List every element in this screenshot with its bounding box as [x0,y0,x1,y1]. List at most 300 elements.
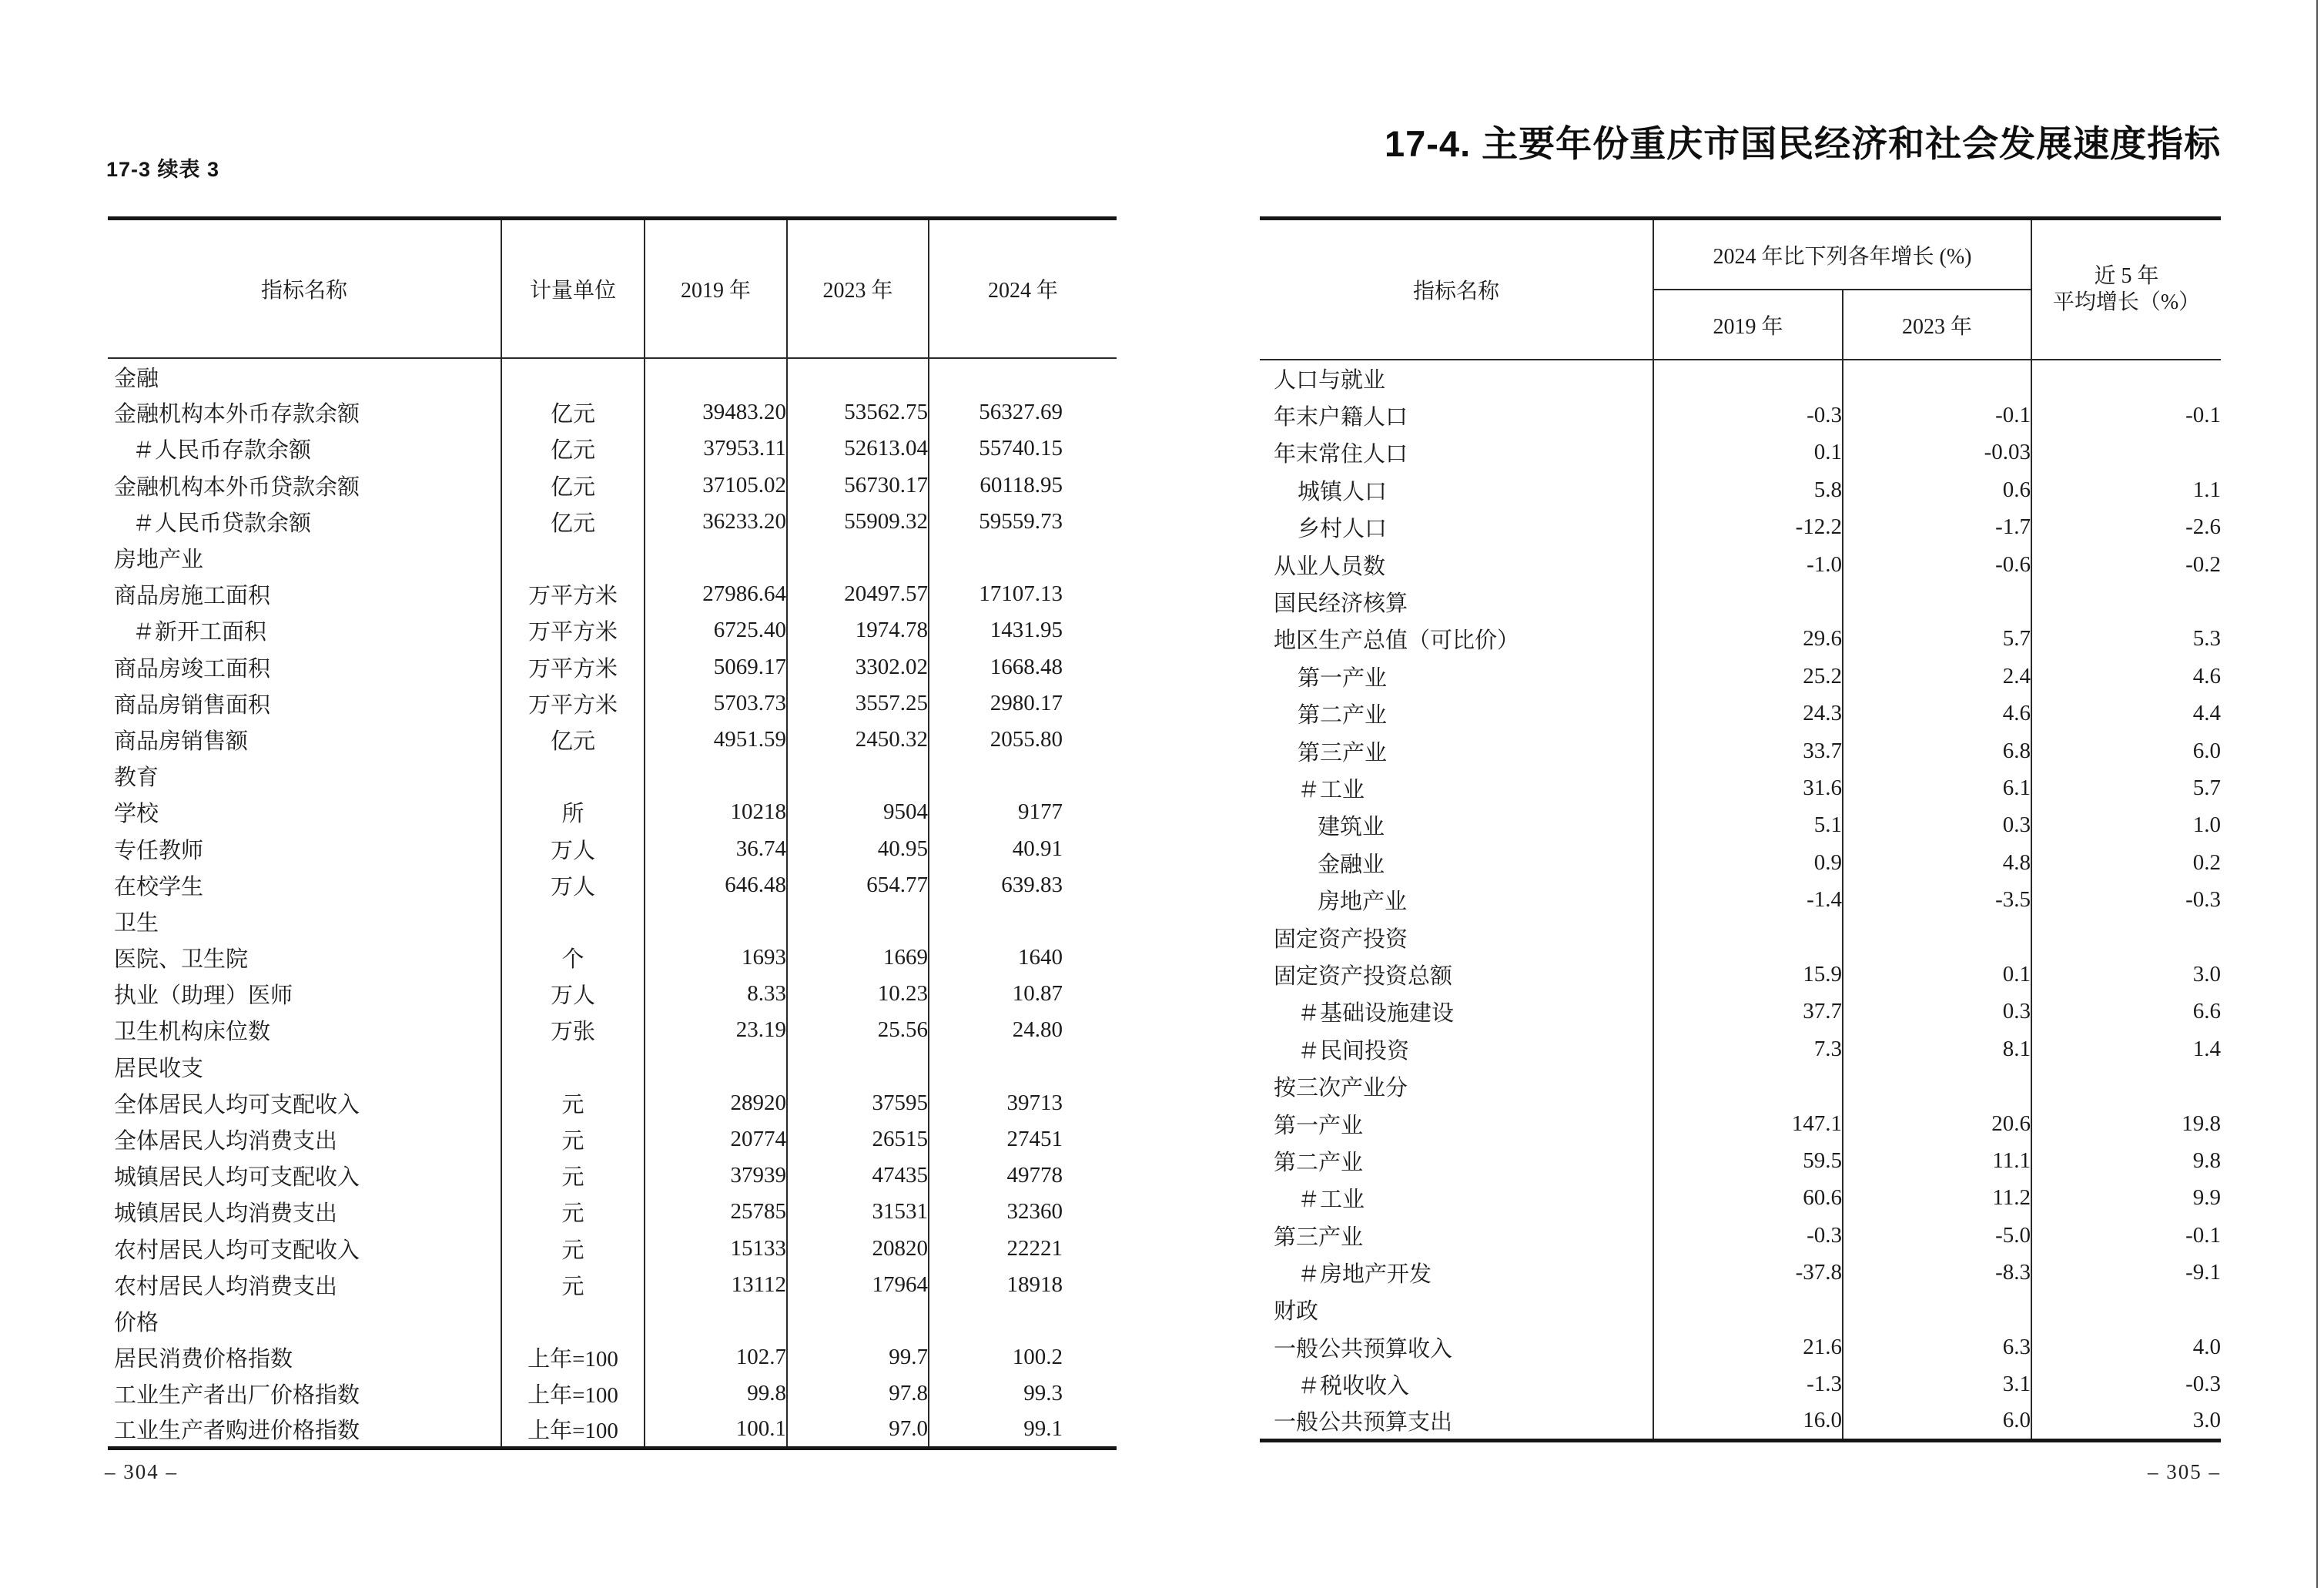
data-row [108,830,1117,866]
section-row [1260,360,2221,397]
growth-vs-2023-cell: 8.1 [1843,1030,2031,1067]
data-row [108,794,1117,830]
growth-vs-2019-cell: 25.2 [1653,658,1843,695]
value-2019-cell: 28920 [645,1085,787,1121]
column-header-unit: 计量单位 [501,219,645,359]
data-row [108,1157,1117,1194]
value-2024-cell: 59559.73 [929,504,1117,540]
value-2019-cell: 100.1 [645,1412,787,1448]
value-2023-cell: 56730.17 [787,467,929,504]
data-row [108,1339,1117,1375]
value-2019-cell: 15133 [645,1231,787,1267]
avg-growth-5yr-cell: 0.2 [2031,844,2221,881]
value-2024-cell [929,358,1117,394]
value-2023-cell: 40.95 [787,830,929,866]
data-row [1260,1180,2221,1217]
growth-vs-2019-cell: 24.3 [1653,695,1843,732]
indicator-label-cell: 房地产业 [1318,889,1408,915]
data-row [1260,1217,2221,1254]
data-row [1260,509,2221,546]
value-2019-cell: 37939 [645,1157,787,1194]
value-2023-cell: 1974.78 [787,612,929,648]
data-row [1260,434,2221,471]
growth-vs-2019-cell [1653,1067,1843,1104]
growth-vs-2019-cell: -0.3 [1653,397,1843,434]
avg-growth-5yr-cell: -0.2 [2031,546,2221,583]
unit-cell: 元 [501,1194,645,1230]
value-2024-cell: 32360 [929,1194,1117,1230]
column-header-2019: 2019 年 [645,219,787,359]
indicator-label-cell: 地区生产总值（可比价） [1274,628,1520,654]
value-2024-cell [929,540,1117,576]
unit-cell: 所 [501,794,645,830]
scan-page-edge-line [2316,0,2318,1588]
growth-vs-2019-cell: 5.8 [1653,471,1843,508]
data-row [1260,769,2221,806]
growth-vs-2023-cell: 4.6 [1843,695,2031,732]
growth-vs-2019-cell: 60.6 [1653,1180,1843,1217]
data-row [108,685,1117,722]
right-table-title: 17-4. 主要年份重庆市国民经济和社会发展速度指标 [1385,123,2222,164]
data-row [108,467,1117,504]
value-2019-cell: 6725.40 [645,612,787,648]
data-row [108,649,1117,685]
value-2019-cell: 36233.20 [645,504,787,540]
indicator-label-cell: 卫生机构床位数 [114,1020,271,1045]
data-row [1260,1030,2221,1067]
right-table-body [1260,360,2221,1440]
avg-growth-5yr-cell: -0.1 [2031,397,2221,434]
column-header-2023: 2023 年 [1843,290,2031,360]
data-row [108,1267,1117,1303]
value-2024-cell [929,903,1117,940]
section-row [1260,1067,2221,1104]
value-2024-cell: 60118.95 [929,467,1117,504]
value-2019-cell: 36.74 [645,830,787,866]
indicator-label-cell: 工业生产者购进价格指数 [114,1419,360,1444]
growth-vs-2019-cell: 7.3 [1653,1030,1843,1067]
growth-vs-2023-cell [1843,1067,2031,1104]
left-page-number: – 304 – [105,1460,178,1483]
indicator-label-cell: 农村居民人均消费支出 [114,1274,338,1299]
growth-vs-2019-cell [1653,919,1843,956]
growth-vs-2019-cell: 31.6 [1653,769,1843,806]
column-header-5yr-line1: 近 5 年 [2094,264,2159,288]
avg-growth-5yr-cell: 1.0 [2031,807,2221,844]
value-2024-cell: 10.87 [929,976,1117,1012]
growth-vs-2019-cell: 33.7 [1653,732,1843,769]
unit-cell: 万平方米 [501,685,645,722]
indicator-label-cell: 乡村人口 [1298,517,1388,542]
avg-growth-5yr-cell [2031,1292,2221,1328]
growth-vs-2023-cell: 6.1 [1843,769,2031,806]
growth-vs-2023-cell [1843,919,2031,956]
column-header-2024: 2024 年 [929,219,1117,359]
value-2019-cell: 8.33 [645,976,787,1012]
growth-vs-2023-cell: 20.6 [1843,1105,2031,1142]
data-row [1260,658,2221,695]
value-2023-cell: 55909.32 [787,504,929,540]
data-row [1260,956,2221,993]
section-row [108,1303,1117,1339]
unit-cell: 个 [501,940,645,976]
value-2019-cell [645,1049,787,1085]
avg-growth-5yr-cell: -0.3 [2031,881,2221,918]
data-row [1260,397,2221,434]
data-row [1260,546,2221,583]
indicator-label-cell: 金融 [114,366,159,391]
growth-vs-2019-cell [1653,360,1843,397]
growth-vs-2019-cell: -37.8 [1653,1254,1843,1291]
indicator-label-cell: 工业生产者出厂价格指数 [114,1383,360,1409]
growth-vs-2019-cell: 59.5 [1653,1142,1843,1179]
growth-vs-2023-cell: 2.4 [1843,658,2031,695]
data-row [1260,881,2221,918]
value-2024-cell: 639.83 [929,867,1117,903]
indicator-label-cell: 第三产业 [1298,740,1388,766]
right-table [1260,216,2221,1442]
growth-vs-2023-cell: 11.1 [1843,1142,2031,1179]
indicator-label-cell: ＃人民币贷款余额 [132,511,312,536]
value-2023-cell: 53562.75 [787,394,929,431]
left-table-header [108,219,1117,359]
data-row [1260,807,2221,844]
growth-vs-2019-cell: 16.0 [1653,1403,1843,1440]
indicator-label-cell: 年末户籍人口 [1274,405,1408,431]
right-table-header-row-1 [1260,219,2221,290]
unit-cell: 亿元 [501,467,645,504]
data-row [1260,1105,2221,1142]
left-table-continuation-label: 17-3 续表 3 [106,158,220,181]
indicator-label-cell: 医院、卫生院 [114,947,249,973]
value-2024-cell: 17107.13 [929,576,1117,612]
section-row [1260,1292,2221,1328]
unit-cell: 万平方米 [501,612,645,648]
value-2024-cell: 99.1 [929,1412,1117,1448]
value-2023-cell: 20820 [787,1231,929,1267]
growth-vs-2019-cell: -1.0 [1653,546,1843,583]
data-row [108,1194,1117,1230]
indicator-label-cell: 城镇人口 [1298,479,1388,504]
indicator-label-cell: 第一产业 [1298,665,1388,691]
avg-growth-5yr-cell [2031,583,2221,620]
value-2024-cell: 40.91 [929,830,1117,866]
value-2019-cell: 5703.73 [645,685,787,722]
value-2023-cell: 20497.57 [787,576,929,612]
indicator-label-cell: ＃房地产开发 [1298,1262,1432,1288]
avg-growth-5yr-cell: 5.3 [2031,621,2221,658]
growth-vs-2023-cell: -1.7 [1843,509,2031,546]
value-2023-cell: 37595 [787,1085,929,1121]
avg-growth-5yr-cell: 9.9 [2031,1180,2221,1217]
value-2019-cell: 4951.59 [645,722,787,758]
avg-growth-5yr-cell: -2.6 [2031,509,2221,546]
right-page-number: – 305 – [2148,1460,2221,1483]
value-2019-cell [645,540,787,576]
data-row [1260,695,2221,732]
growth-vs-2023-cell: 6.3 [1843,1328,2031,1365]
value-2023-cell: 10.23 [787,976,929,1012]
value-2024-cell: 1640 [929,940,1117,976]
growth-vs-2023-cell: -8.3 [1843,1254,2031,1291]
unit-cell: 万人 [501,867,645,903]
data-row [108,504,1117,540]
avg-growth-5yr-cell: 4.6 [2031,658,2221,695]
value-2019-cell: 23.19 [645,1012,787,1048]
unit-cell [501,540,645,576]
value-2023-cell [787,903,929,940]
unit-cell: 亿元 [501,504,645,540]
data-row [1260,1254,2221,1291]
data-row [108,867,1117,903]
value-2019-cell [645,358,787,394]
value-2023-cell [787,1049,929,1085]
growth-vs-2019-cell: 29.6 [1653,621,1843,658]
right-table-header [1260,219,2221,360]
indicator-label-cell: ＃税收收入 [1298,1374,1410,1399]
growth-vs-2019-cell [1653,583,1843,620]
data-row [108,612,1117,648]
data-row [1260,1142,2221,1179]
value-2023-cell: 25.56 [787,1012,929,1048]
growth-vs-2019-cell: 15.9 [1653,956,1843,993]
value-2023-cell [787,1303,929,1339]
indicator-label-cell: 居民收支 [114,1056,204,1081]
growth-vs-2023-cell: -0.1 [1843,397,2031,434]
growth-vs-2023-cell [1843,583,2031,620]
value-2023-cell: 2450.32 [787,722,929,758]
avg-growth-5yr-cell [2031,919,2221,956]
indicator-label-cell: ＃民间投资 [1298,1038,1410,1064]
unit-cell: 元 [501,1121,645,1157]
avg-growth-5yr-cell: 1.1 [2031,471,2221,508]
value-2024-cell: 100.2 [929,1339,1117,1375]
avg-growth-5yr-cell [2031,434,2221,471]
indicator-label-cell: 财政 [1274,1299,1319,1325]
indicator-label-cell: 商品房销售面积 [114,692,271,718]
growth-vs-2023-cell: 11.2 [1843,1180,2031,1217]
value-2023-cell: 9504 [787,794,929,830]
indicator-label-cell: 全体居民人均消费支出 [114,1129,338,1154]
indicator-label-cell: 第二产业 [1274,1150,1364,1175]
value-2024-cell [929,1049,1117,1085]
unit-cell: 元 [501,1267,645,1303]
unit-cell [501,1303,645,1339]
indicator-label-cell: 人口与就业 [1274,368,1386,394]
avg-growth-5yr-cell [2031,360,2221,397]
indicator-label-cell: 一般公共预算支出 [1274,1410,1453,1436]
indicator-label-cell: 金融机构本外币存款余额 [114,402,360,427]
growth-vs-2019-cell: 37.7 [1653,993,1843,1030]
left-table [108,216,1117,1450]
data-row [108,1085,1117,1121]
value-2019-cell: 99.8 [645,1375,787,1412]
indicator-label-cell: ＃人民币存款余额 [132,438,312,464]
growth-vs-2023-cell: 5.7 [1843,621,2031,658]
avg-growth-5yr-cell: 4.0 [2031,1328,2221,1365]
value-2024-cell: 2055.80 [929,722,1117,758]
avg-growth-5yr-cell: 1.4 [2031,1030,2221,1067]
left-table-body [108,358,1117,1449]
data-row [108,394,1117,431]
value-2019-cell [645,758,787,794]
indicator-label-cell: 在校学生 [114,874,204,900]
value-2023-cell: 97.8 [787,1375,929,1412]
value-2019-cell [645,1303,787,1339]
avg-growth-5yr-cell: 3.0 [2031,956,2221,993]
avg-growth-5yr-cell: -0.3 [2031,1366,2221,1403]
section-row [108,358,1117,394]
unit-cell: 元 [501,1085,645,1121]
value-2019-cell: 13112 [645,1267,787,1303]
value-2024-cell: 2980.17 [929,685,1117,722]
value-2024-cell: 18918 [929,1267,1117,1303]
avg-growth-5yr-cell: 5.7 [2031,769,2221,806]
value-2024-cell: 9177 [929,794,1117,830]
unit-cell [501,903,645,940]
value-2019-cell: 1693 [645,940,787,976]
unit-cell: 亿元 [501,722,645,758]
indicator-label-cell: 商品房竣工面积 [114,656,271,682]
indicator-label-cell: 商品房销售额 [114,729,249,754]
data-row [1260,1328,2221,1365]
value-2024-cell: 1431.95 [929,612,1117,648]
indicator-label-cell: ＃工业 [1298,777,1365,802]
value-2023-cell: 31531 [787,1194,929,1230]
growth-vs-2023-cell: 0.6 [1843,471,2031,508]
unit-cell: 万张 [501,1012,645,1048]
unit-cell: 上年=100 [501,1412,645,1448]
unit-cell: 上年=100 [501,1375,645,1412]
value-2023-cell: 3302.02 [787,649,929,685]
indicator-label-cell: 第一产业 [1274,1113,1364,1138]
growth-vs-2023-cell: -5.0 [1843,1217,2031,1254]
column-header-2019: 2019 年 [1653,290,1843,360]
indicator-label-cell: 从业人员数 [1274,554,1386,579]
unit-cell: 万人 [501,830,645,866]
column-header-5yr-average [2031,219,2221,360]
value-2023-cell [787,540,929,576]
indicator-label-cell: 全体居民人均可支配收入 [114,1092,360,1117]
indicator-label-cell: 年末常住人口 [1274,442,1408,467]
indicator-label-cell: 房地产业 [114,548,204,573]
value-2024-cell: 39713 [929,1085,1117,1121]
indicator-label-cell: 卫生 [114,910,159,936]
value-2019-cell: 102.7 [645,1339,787,1375]
indicator-label-cell: 农村居民人均可支配收入 [114,1238,360,1263]
indicator-label-cell: 城镇居民人均消费支出 [114,1201,338,1227]
value-2024-cell [929,1303,1117,1339]
growth-vs-2019-cell: 0.9 [1653,844,1843,881]
value-2023-cell: 17964 [787,1267,929,1303]
growth-vs-2019-cell: 21.6 [1653,1328,1843,1365]
section-row [108,758,1117,794]
column-header-indicator: 指标名称 [1260,219,1653,360]
data-row [108,1012,1117,1048]
growth-vs-2019-cell: -0.3 [1653,1217,1843,1254]
value-2019-cell: 5069.17 [645,649,787,685]
growth-vs-2023-cell [1843,360,2031,397]
avg-growth-5yr-cell: 6.0 [2031,732,2221,769]
value-2023-cell: 47435 [787,1157,929,1194]
unit-cell [501,758,645,794]
indicator-label-cell: 城镇居民人均可支配收入 [114,1165,360,1191]
value-2019-cell: 37105.02 [645,467,787,504]
indicator-label-cell: 第二产业 [1298,703,1388,729]
avg-growth-5yr-cell: 4.4 [2031,695,2221,732]
avg-growth-5yr-cell [2031,1067,2221,1104]
indicator-label-cell: 固定资产投资总额 [1274,963,1453,989]
data-row [1260,1403,2221,1440]
growth-vs-2023-cell: -3.5 [1843,881,2031,918]
indicator-label-cell: 国民经济核算 [1274,591,1408,617]
growth-vs-2019-cell: -1.4 [1653,881,1843,918]
value-2024-cell: 27451 [929,1121,1117,1157]
indicator-label-cell: 建筑业 [1318,815,1385,840]
data-row [108,1375,1117,1412]
column-header-2023: 2023 年 [787,219,929,359]
growth-vs-2023-cell: 0.3 [1843,807,2031,844]
value-2023-cell: 99.7 [787,1339,929,1375]
avg-growth-5yr-cell: 6.6 [2031,993,2221,1030]
unit-cell: 元 [501,1157,645,1194]
avg-growth-5yr-cell: 19.8 [2031,1105,2221,1142]
unit-cell: 亿元 [501,431,645,467]
avg-growth-5yr-cell: 3.0 [2031,1403,2221,1440]
column-header-5yr-line2: 平均增长（%） [2052,290,2201,314]
data-row [1260,993,2221,1030]
indicator-label-cell: 金融机构本外币贷款余额 [114,474,360,500]
unit-cell: 亿元 [501,394,645,431]
indicator-label-cell: 价格 [114,1310,159,1335]
value-2023-cell: 1669 [787,940,929,976]
data-row [108,1121,1117,1157]
indicator-label-cell: 执业（助理）医师 [114,983,293,1009]
growth-vs-2023-cell: -0.6 [1843,546,2031,583]
avg-growth-5yr-cell: 9.8 [2031,1142,2221,1179]
data-row [1260,1366,2221,1403]
data-row [1260,471,2221,508]
value-2024-cell [929,758,1117,794]
indicator-label-cell: 一般公共预算收入 [1274,1336,1453,1362]
unit-cell: 万平方米 [501,649,645,685]
value-2019-cell: 646.48 [645,867,787,903]
growth-vs-2019-cell: 5.1 [1653,807,1843,844]
data-row [108,940,1117,976]
unit-cell: 万平方米 [501,576,645,612]
unit-cell: 元 [501,1231,645,1267]
value-2023-cell: 26515 [787,1121,929,1157]
value-2019-cell: 20774 [645,1121,787,1157]
section-row [1260,583,2221,620]
value-2023-cell [787,358,929,394]
data-row [108,576,1117,612]
value-2019-cell: 39483.20 [645,394,787,431]
value-2024-cell: 1668.48 [929,649,1117,685]
value-2019-cell: 25785 [645,1194,787,1230]
column-header-indicator: 指标名称 [108,219,501,359]
indicator-label-cell: 第三产业 [1274,1225,1364,1250]
growth-vs-2023-cell: 0.1 [1843,956,2031,993]
indicator-label-cell: 固定资产投资 [1274,926,1408,952]
unit-cell [501,1049,645,1085]
section-row [108,540,1117,576]
section-row [108,1049,1117,1085]
data-row [108,976,1117,1012]
avg-growth-5yr-cell: -9.1 [2031,1254,2221,1291]
section-row [108,903,1117,940]
growth-vs-2023-cell: 3.1 [1843,1366,2031,1403]
